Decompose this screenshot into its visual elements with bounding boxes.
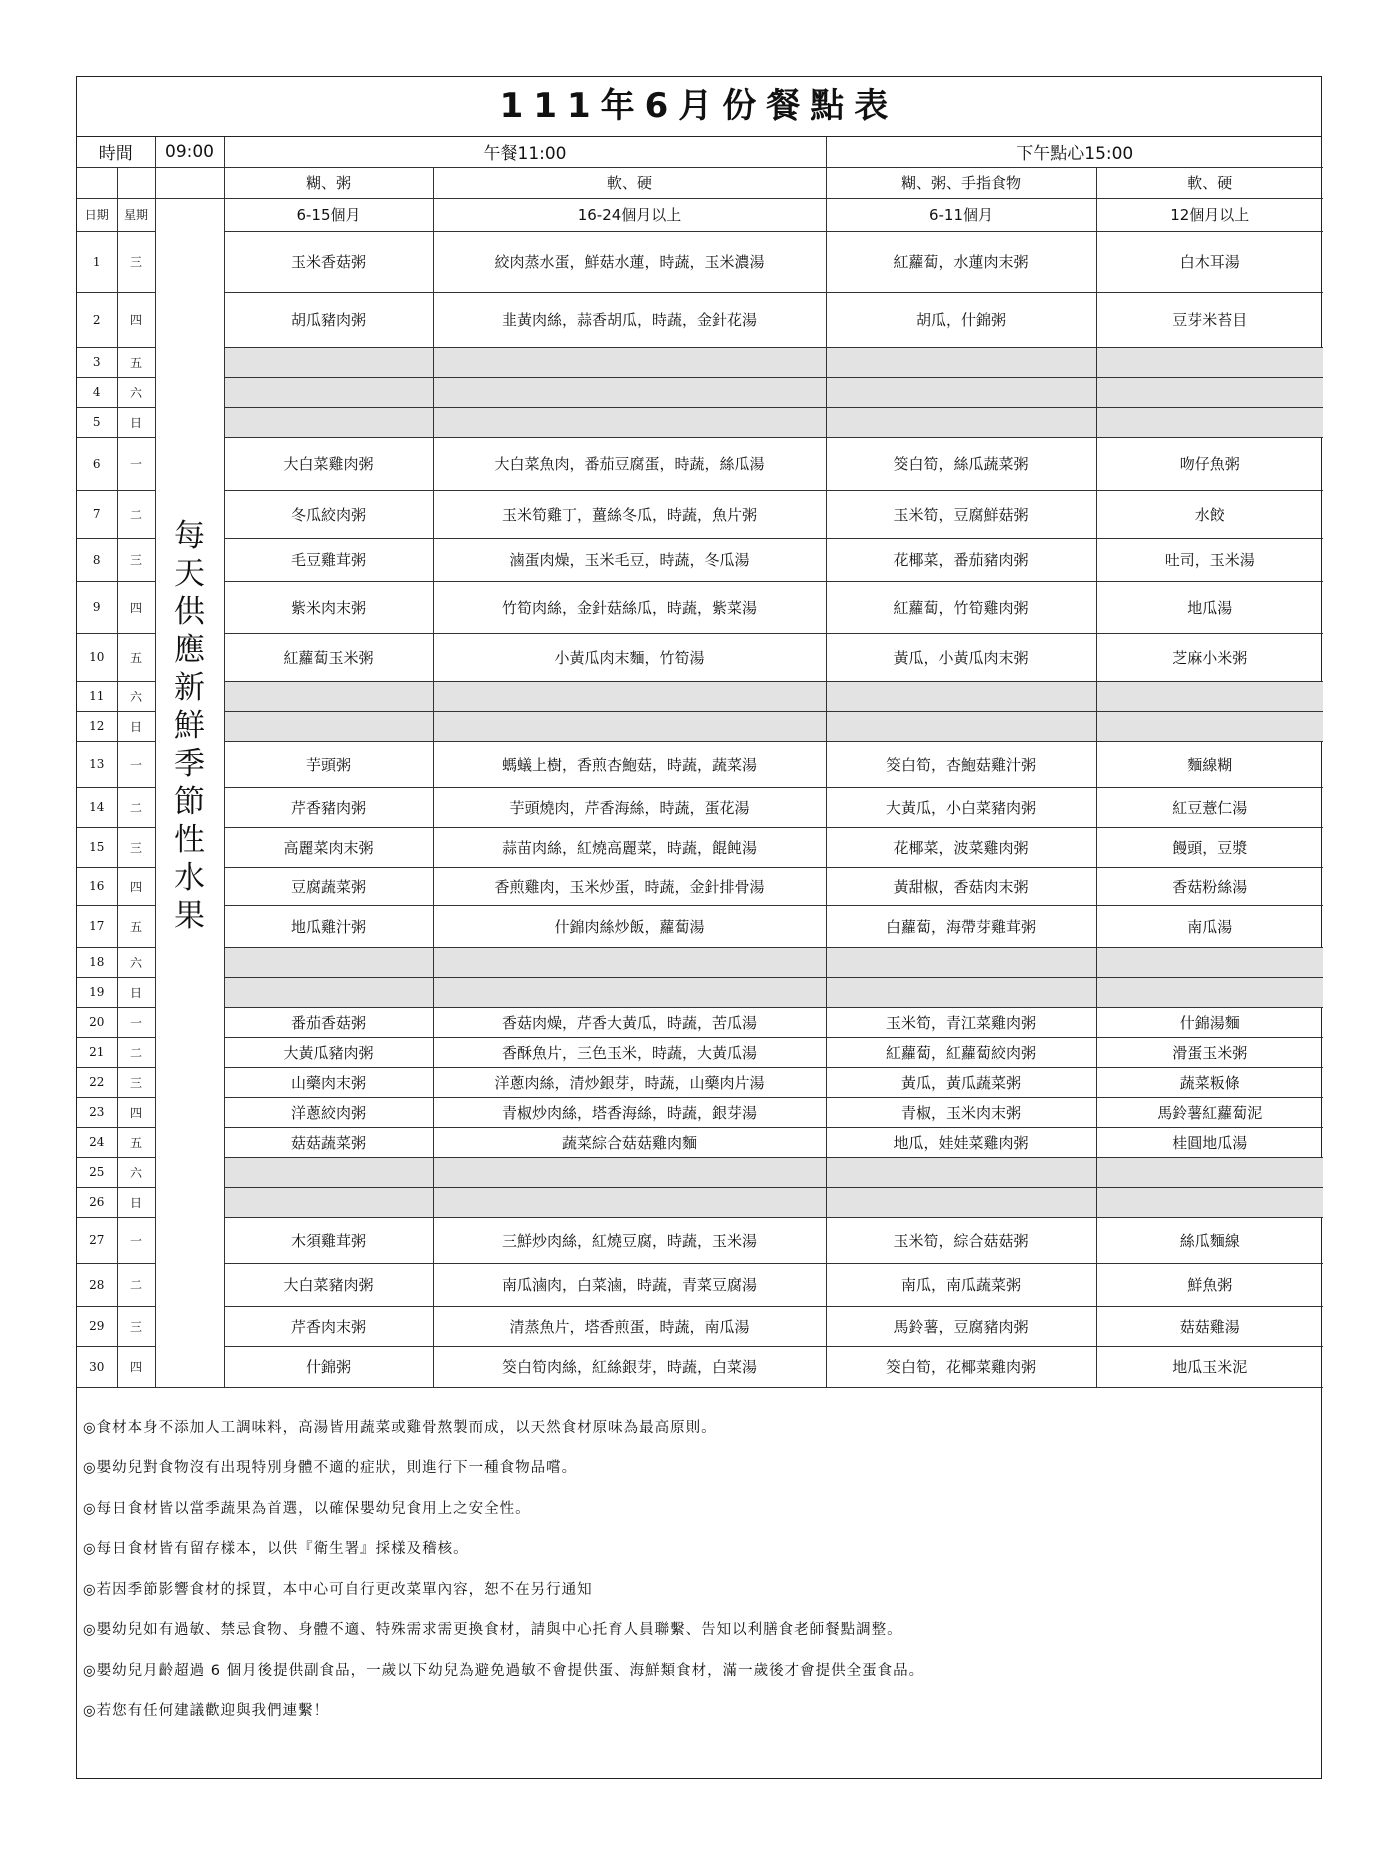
snack-porridge-cell: 白蘿蔔，海帶芽雞茸粥 xyxy=(826,905,1096,947)
date-cell: 16 xyxy=(77,867,117,905)
weekday-cell: 一 xyxy=(117,741,155,787)
lunch-type-porridge: 糊、粥 xyxy=(224,167,433,198)
weekday-cell: 二 xyxy=(117,1263,155,1306)
lunch-label: 午餐11:00 xyxy=(224,137,826,167)
snack-porridge-cell: 大黃瓜，小白菜豬肉粥 xyxy=(826,787,1096,827)
lunch-porridge-cell: 芹香豬肉粥 xyxy=(224,787,433,827)
snack-soft-cell: 地瓜湯 xyxy=(1096,581,1323,633)
day-row xyxy=(77,538,1323,581)
note-line: ◎嬰幼兒對食物沒有出現特別身體不適的症狀，則進行下一種食物品嚐。 xyxy=(83,1460,578,1476)
day-row xyxy=(77,231,1323,292)
weekday-cell: 二 xyxy=(117,490,155,538)
date-cell: 15 xyxy=(77,827,117,867)
snack-soft-cell: 馬鈴薯紅蘿蔔泥 xyxy=(1096,1097,1323,1127)
snack-porridge-cell: 紅蘿蔔，紅蘿蔔絞肉粥 xyxy=(826,1037,1096,1067)
snack-type-porridge: 糊、粥、手指食物 xyxy=(826,167,1096,198)
lunch-porridge-cell: 豆腐蔬菜粥 xyxy=(224,867,433,905)
lunch-soft-cell xyxy=(433,377,826,407)
snack-soft-cell xyxy=(1096,711,1323,741)
note-line: ◎食材本身不添加人工調味料，高湯皆用蔬菜或雞骨熬製而成，以天然食材原味為最高原則。 xyxy=(83,1419,717,1436)
snack-soft-cell xyxy=(1096,947,1323,977)
lunch-soft-cell: 洋蔥肉絲，清炒銀芽，時蔬，山藥肉片湯 xyxy=(433,1067,826,1097)
lunch-type-soft: 軟、硬 xyxy=(433,167,826,198)
snack-porridge-cell: 筊白筍，花椰菜雞肉粥 xyxy=(826,1346,1096,1387)
lunch-porridge-cell: 地瓜雞汁粥 xyxy=(224,905,433,947)
snack-porridge-cell: 筊白筍，絲瓜蔬菜粥 xyxy=(826,437,1096,490)
snack-porridge-cell: 紅蘿蔔，水蓮肉末粥 xyxy=(826,231,1096,292)
lunch-soft-cell: 什錦肉絲炒飯，蘿蔔湯 xyxy=(433,905,826,947)
weekday-cell: 六 xyxy=(117,1157,155,1187)
lunch-porridge-cell: 大黃瓜豬肉粥 xyxy=(224,1037,433,1067)
snack-porridge-cell: 胡瓜，什錦粥 xyxy=(826,292,1096,347)
day-row xyxy=(77,1097,1323,1127)
day-row xyxy=(77,1157,1323,1187)
day-row xyxy=(77,827,1323,867)
lunch-soft-cell: 三鮮炒肉絲，紅燒豆腐，時蔬，玉米湯 xyxy=(433,1217,826,1263)
breakfast-time: 09:00 xyxy=(155,137,224,167)
date-cell: 13 xyxy=(77,741,117,787)
fruit-note-char: 鮮 xyxy=(174,707,205,744)
weekday-label: 星期 xyxy=(117,198,155,231)
lunch-soft-cell: 南瓜滷肉，白菜滷，時蔬，青菜豆腐湯 xyxy=(433,1263,826,1306)
day-row xyxy=(77,1007,1323,1037)
snack-soft-cell xyxy=(1096,1157,1323,1187)
date-cell: 23 xyxy=(77,1097,117,1127)
snack-porridge-cell: 玉米筍，豆腐鮮菇粥 xyxy=(826,490,1096,538)
snack-type-soft: 軟、硬 xyxy=(1096,167,1323,198)
blank-cell xyxy=(117,167,155,198)
day-row xyxy=(77,1306,1323,1346)
snack-porridge-cell xyxy=(826,407,1096,437)
snack-soft-cell: 吐司，玉米湯 xyxy=(1096,538,1323,581)
snack-soft-cell: 白木耳湯 xyxy=(1096,231,1323,292)
time-label: 時間 xyxy=(77,137,155,167)
date-cell: 20 xyxy=(77,1007,117,1037)
lunch-soft-cell xyxy=(433,711,826,741)
day-row xyxy=(77,490,1323,538)
lunch-porridge-cell: 紅蘿蔔玉米粥 xyxy=(224,633,433,681)
weekday-cell: 六 xyxy=(117,681,155,711)
weekday-cell: 日 xyxy=(117,977,155,1007)
snack-soft-cell: 鮮魚粥 xyxy=(1096,1263,1323,1306)
date-cell: 6 xyxy=(77,437,117,490)
snack-porridge-cell: 花椰菜，波菜雞肉粥 xyxy=(826,827,1096,867)
lunch-porridge-cell: 大白菜雞肉粥 xyxy=(224,437,433,490)
age-snack-porridge: 6-11個月 xyxy=(826,198,1096,231)
weekday-cell: 五 xyxy=(117,633,155,681)
lunch-soft-cell: 香菇肉燥，芹香大黃瓜，時蔬，苦瓜湯 xyxy=(433,1007,826,1037)
snack-soft-cell xyxy=(1096,407,1323,437)
time-row xyxy=(77,137,1323,167)
date-cell: 30 xyxy=(77,1346,117,1387)
weekday-cell: 二 xyxy=(117,1037,155,1067)
weekday-cell: 日 xyxy=(117,407,155,437)
note-line: ◎若您有任何建議歡迎與我們連繫！ xyxy=(83,1703,330,1719)
snack-porridge-cell: 馬鈴薯，豆腐豬肉粥 xyxy=(826,1306,1096,1346)
lunch-soft-cell: 玉米筍雞丁，薑絲冬瓜，時蔬，魚片粥 xyxy=(433,490,826,538)
snack-soft-cell: 桂圓地瓜湯 xyxy=(1096,1127,1323,1157)
date-cell: 17 xyxy=(77,905,117,947)
lunch-soft-cell: 香酥魚片，三色玉米，時蔬，大黃瓜湯 xyxy=(433,1037,826,1067)
day-row xyxy=(77,1037,1323,1067)
note-line: ◎每日食材皆有留存樣本，以供『衛生署』採樣及稽核。 xyxy=(83,1541,469,1557)
lunch-porridge-cell: 胡瓜豬肉粥 xyxy=(224,292,433,347)
lunch-porridge-cell: 番茄香菇粥 xyxy=(224,1007,433,1037)
snack-porridge-cell: 黃瓜，黃瓜蔬菜粥 xyxy=(826,1067,1096,1097)
lunch-porridge-cell: 山藥肉末粥 xyxy=(224,1067,433,1097)
lunch-soft-cell: 大白菜魚肉，番茄豆腐蛋，時蔬，絲瓜湯 xyxy=(433,437,826,490)
snack-soft-cell: 麵線糊 xyxy=(1096,741,1323,787)
lunch-soft-cell: 清蒸魚片，塔香煎蛋，時蔬，南瓜湯 xyxy=(433,1306,826,1346)
date-cell: 11 xyxy=(77,681,117,711)
snack-soft-cell: 吻仔魚粥 xyxy=(1096,437,1323,490)
snack-soft-cell: 饅頭，豆漿 xyxy=(1096,827,1323,867)
day-row xyxy=(77,407,1323,437)
weekday-cell: 四 xyxy=(117,1346,155,1387)
fruit-note-char: 每 xyxy=(174,517,205,554)
day-row xyxy=(77,1217,1323,1263)
snack-porridge-cell: 黃甜椒，香菇肉末粥 xyxy=(826,867,1096,905)
weekday-cell: 六 xyxy=(117,947,155,977)
snack-porridge-cell xyxy=(826,377,1096,407)
date-cell: 28 xyxy=(77,1263,117,1306)
weekday-cell: 三 xyxy=(117,827,155,867)
snack-porridge-cell xyxy=(826,947,1096,977)
date-cell: 4 xyxy=(77,377,117,407)
weekday-cell: 日 xyxy=(117,1187,155,1217)
fruit-note-char: 水 xyxy=(174,859,205,896)
menu-table xyxy=(77,137,1323,1388)
snack-porridge-cell: 玉米筍，綜合菇菇粥 xyxy=(826,1217,1096,1263)
snack-soft-cell: 絲瓜麵線 xyxy=(1096,1217,1323,1263)
weekday-cell: 五 xyxy=(117,347,155,377)
lunch-porridge-cell xyxy=(224,347,433,377)
day-row xyxy=(77,633,1323,681)
date-cell: 10 xyxy=(77,633,117,681)
note-line: ◎嬰幼兒如有過敏、禁忌食物、身體不適、特殊需求需更換食材，請與中心托育人員聯繫、告知以利膳食老師餐點調整。 xyxy=(83,1622,903,1638)
menu-sheet xyxy=(76,76,1322,1779)
lunch-porridge-cell xyxy=(224,1157,433,1187)
weekday-cell: 一 xyxy=(117,1007,155,1037)
date-cell: 27 xyxy=(77,1217,117,1263)
day-row xyxy=(77,681,1323,711)
day-row xyxy=(77,905,1323,947)
lunch-soft-cell: 青椒炒肉絲，塔香海絲，時蔬，銀芽湯 xyxy=(433,1097,826,1127)
snack-soft-cell: 紅豆薏仁湯 xyxy=(1096,787,1323,827)
snack-soft-cell xyxy=(1096,347,1323,377)
lunch-porridge-cell: 洋蔥絞肉粥 xyxy=(224,1097,433,1127)
age-snack-soft: 12個月以上 xyxy=(1096,198,1323,231)
date-label: 日期 xyxy=(77,198,117,231)
day-row xyxy=(77,1187,1323,1217)
lunch-porridge-cell xyxy=(224,711,433,741)
day-row xyxy=(77,741,1323,787)
weekday-cell: 四 xyxy=(117,1097,155,1127)
weekday-cell: 日 xyxy=(117,711,155,741)
day-row xyxy=(77,437,1323,490)
lunch-porridge-cell xyxy=(224,377,433,407)
type-row xyxy=(77,167,1323,198)
day-row xyxy=(77,1263,1323,1306)
note-line: ◎每日食材皆以當季蔬果為首選，以確保嬰幼兒食用上之安全性。 xyxy=(83,1500,531,1517)
snack-porridge-cell: 玉米筍，青江菜雞肉粥 xyxy=(826,1007,1096,1037)
weekday-cell: 六 xyxy=(117,377,155,407)
lunch-porridge-cell xyxy=(224,977,433,1007)
lunch-soft-cell: 蒜苗肉絲，紅燒高麗菜，時蔬，餛飩湯 xyxy=(433,827,826,867)
snack-porridge-cell xyxy=(826,977,1096,1007)
lunch-soft-cell xyxy=(433,947,826,977)
fruit-note-char: 應 xyxy=(174,631,205,668)
day-row xyxy=(77,1346,1323,1387)
date-cell: 1 xyxy=(77,231,117,292)
lunch-porridge-cell: 大白菜豬肉粥 xyxy=(224,1263,433,1306)
day-row xyxy=(77,947,1323,977)
snack-soft-cell: 地瓜玉米泥 xyxy=(1096,1346,1323,1387)
day-row xyxy=(77,347,1323,377)
blank-cell xyxy=(155,167,224,198)
date-cell: 26 xyxy=(77,1187,117,1217)
page-title: 111年6月份餐點表 xyxy=(77,77,1321,137)
lunch-soft-cell: 絞肉蒸水蛋，鮮菇水蓮，時蔬，玉米濃湯 xyxy=(433,231,826,292)
weekday-cell: 二 xyxy=(117,787,155,827)
lunch-soft-cell: 筊白筍肉絲，紅絲銀芽，時蔬，白菜湯 xyxy=(433,1346,826,1387)
date-cell: 25 xyxy=(77,1157,117,1187)
snack-soft-cell: 芝麻小米粥 xyxy=(1096,633,1323,681)
lunch-porridge-cell xyxy=(224,407,433,437)
weekday-cell: 三 xyxy=(117,1067,155,1097)
lunch-soft-cell xyxy=(433,1187,826,1217)
snack-soft-cell: 南瓜湯 xyxy=(1096,905,1323,947)
snack-soft-cell: 什錦湯麵 xyxy=(1096,1007,1323,1037)
snack-porridge-cell: 青椒，玉米肉末粥 xyxy=(826,1097,1096,1127)
snack-soft-cell: 水餃 xyxy=(1096,490,1323,538)
date-cell: 3 xyxy=(77,347,117,377)
note-line: ◎若因季節影響食材的採買，本中心可自行更改菜單內容，恕不在另行通知 xyxy=(83,1581,593,1598)
lunch-soft-cell: 小黃瓜肉末麵，竹筍湯 xyxy=(433,633,826,681)
fruit-note-char: 果 xyxy=(174,897,205,934)
date-cell: 12 xyxy=(77,711,117,741)
snack-porridge-cell xyxy=(826,711,1096,741)
day-row xyxy=(77,977,1323,1007)
fruit-note-char: 性 xyxy=(174,821,205,858)
weekday-cell: 四 xyxy=(117,292,155,347)
day-row xyxy=(77,787,1323,827)
day-row xyxy=(77,867,1323,905)
lunch-soft-cell xyxy=(433,681,826,711)
snack-porridge-cell: 花椰菜，番茄豬肉粥 xyxy=(826,538,1096,581)
snack-label: 下午點心15:00 xyxy=(826,137,1323,167)
fruit-note xyxy=(155,198,224,1387)
lunch-soft-cell: 螞蟻上樹，香煎杏鮑菇，時蔬，蔬菜湯 xyxy=(433,741,826,787)
weekday-cell: 四 xyxy=(117,867,155,905)
date-cell: 9 xyxy=(77,581,117,633)
snack-soft-cell xyxy=(1096,977,1323,1007)
snack-porridge-cell xyxy=(826,681,1096,711)
snack-soft-cell xyxy=(1096,377,1323,407)
date-cell: 24 xyxy=(77,1127,117,1157)
date-cell: 18 xyxy=(77,947,117,977)
date-cell: 29 xyxy=(77,1306,117,1346)
lunch-soft-cell: 芋頭燒肉，芹香海絲，時蔬，蛋花湯 xyxy=(433,787,826,827)
age-lunch-porridge: 6-15個月 xyxy=(224,198,433,231)
snack-soft-cell: 菇菇雞湯 xyxy=(1096,1306,1323,1346)
snack-porridge-cell: 南瓜，南瓜蔬菜粥 xyxy=(826,1263,1096,1306)
snack-soft-cell: 滑蛋玉米粥 xyxy=(1096,1037,1323,1067)
snack-soft-cell: 豆芽米苔目 xyxy=(1096,292,1323,347)
snack-porridge-cell: 紅蘿蔔，竹筍雞肉粥 xyxy=(826,581,1096,633)
weekday-cell: 三 xyxy=(117,231,155,292)
lunch-soft-cell xyxy=(433,1157,826,1187)
snack-porridge-cell: 地瓜，娃娃菜雞肉粥 xyxy=(826,1127,1096,1157)
fruit-note-char: 季 xyxy=(174,745,205,782)
weekday-cell: 三 xyxy=(117,1306,155,1346)
lunch-soft-cell: 韭黃肉絲，蒜香胡瓜，時蔬，金針花湯 xyxy=(433,292,826,347)
day-row xyxy=(77,711,1323,741)
day-row xyxy=(77,1127,1323,1157)
weekday-cell: 一 xyxy=(117,437,155,490)
snack-porridge-cell: 黃瓜，小黃瓜肉末粥 xyxy=(826,633,1096,681)
lunch-porridge-cell: 毛豆雞茸粥 xyxy=(224,538,433,581)
lunch-porridge-cell: 芹香肉末粥 xyxy=(224,1306,433,1346)
lunch-porridge-cell xyxy=(224,681,433,711)
date-cell: 8 xyxy=(77,538,117,581)
lunch-porridge-cell: 玉米香菇粥 xyxy=(224,231,433,292)
lunch-porridge-cell: 菇菇蔬菜粥 xyxy=(224,1127,433,1157)
note-line: ◎嬰幼兒月齡超過 6 個月後提供副食品，一歲以下幼兒為避免過敏不會提供蛋、海鮮類食材，滿一歲後才會提供全蛋食品。 xyxy=(83,1662,925,1679)
snack-porridge-cell xyxy=(826,347,1096,377)
notes-section xyxy=(77,1388,1321,1721)
date-cell: 22 xyxy=(77,1067,117,1097)
date-cell: 2 xyxy=(77,292,117,347)
lunch-soft-cell: 蔬菜綜合菇菇雞肉麵 xyxy=(433,1127,826,1157)
age-lunch-soft: 16-24個月以上 xyxy=(433,198,826,231)
snack-porridge-cell xyxy=(826,1187,1096,1217)
date-cell: 7 xyxy=(77,490,117,538)
lunch-porridge-cell: 什錦粥 xyxy=(224,1346,433,1387)
weekday-cell: 三 xyxy=(117,538,155,581)
date-cell: 21 xyxy=(77,1037,117,1067)
fruit-note-char: 新 xyxy=(174,669,205,706)
lunch-porridge-cell: 木須雞茸粥 xyxy=(224,1217,433,1263)
snack-soft-cell: 蔬菜粄條 xyxy=(1096,1067,1323,1097)
snack-soft-cell xyxy=(1096,681,1323,711)
snack-porridge-cell: 筊白筍，杏鮑菇雞汁粥 xyxy=(826,741,1096,787)
day-row xyxy=(77,1067,1323,1097)
date-cell: 19 xyxy=(77,977,117,1007)
lunch-porridge-cell: 紫米肉末粥 xyxy=(224,581,433,633)
day-row xyxy=(77,292,1323,347)
lunch-soft-cell: 香煎雞肉，玉米炒蛋，時蔬，金針排骨湯 xyxy=(433,867,826,905)
date-cell: 5 xyxy=(77,407,117,437)
lunch-porridge-cell: 冬瓜絞肉粥 xyxy=(224,490,433,538)
weekday-cell: 五 xyxy=(117,905,155,947)
lunch-soft-cell: 竹筍肉絲，金針菇絲瓜，時蔬，紫菜湯 xyxy=(433,581,826,633)
weekday-cell: 五 xyxy=(117,1127,155,1157)
snack-porridge-cell xyxy=(826,1157,1096,1187)
lunch-porridge-cell: 高麗菜肉末粥 xyxy=(224,827,433,867)
fruit-note-char: 天 xyxy=(174,555,205,592)
weekday-cell: 一 xyxy=(117,1217,155,1263)
date-cell: 14 xyxy=(77,787,117,827)
day-row xyxy=(77,377,1323,407)
blank-cell xyxy=(77,167,117,198)
lunch-soft-cell xyxy=(433,407,826,437)
fruit-note-char: 供 xyxy=(174,593,205,630)
age-row xyxy=(77,198,1323,231)
snack-soft-cell xyxy=(1096,1187,1323,1217)
lunch-porridge-cell: 芋頭粥 xyxy=(224,741,433,787)
fruit-note-char: 節 xyxy=(174,783,205,820)
lunch-soft-cell: 滷蛋肉燥，玉米毛豆，時蔬，冬瓜湯 xyxy=(433,538,826,581)
lunch-porridge-cell xyxy=(224,1187,433,1217)
snack-soft-cell: 香菇粉絲湯 xyxy=(1096,867,1323,905)
lunch-soft-cell xyxy=(433,977,826,1007)
lunch-soft-cell xyxy=(433,347,826,377)
weekday-cell: 四 xyxy=(117,581,155,633)
day-row xyxy=(77,581,1323,633)
lunch-porridge-cell xyxy=(224,947,433,977)
